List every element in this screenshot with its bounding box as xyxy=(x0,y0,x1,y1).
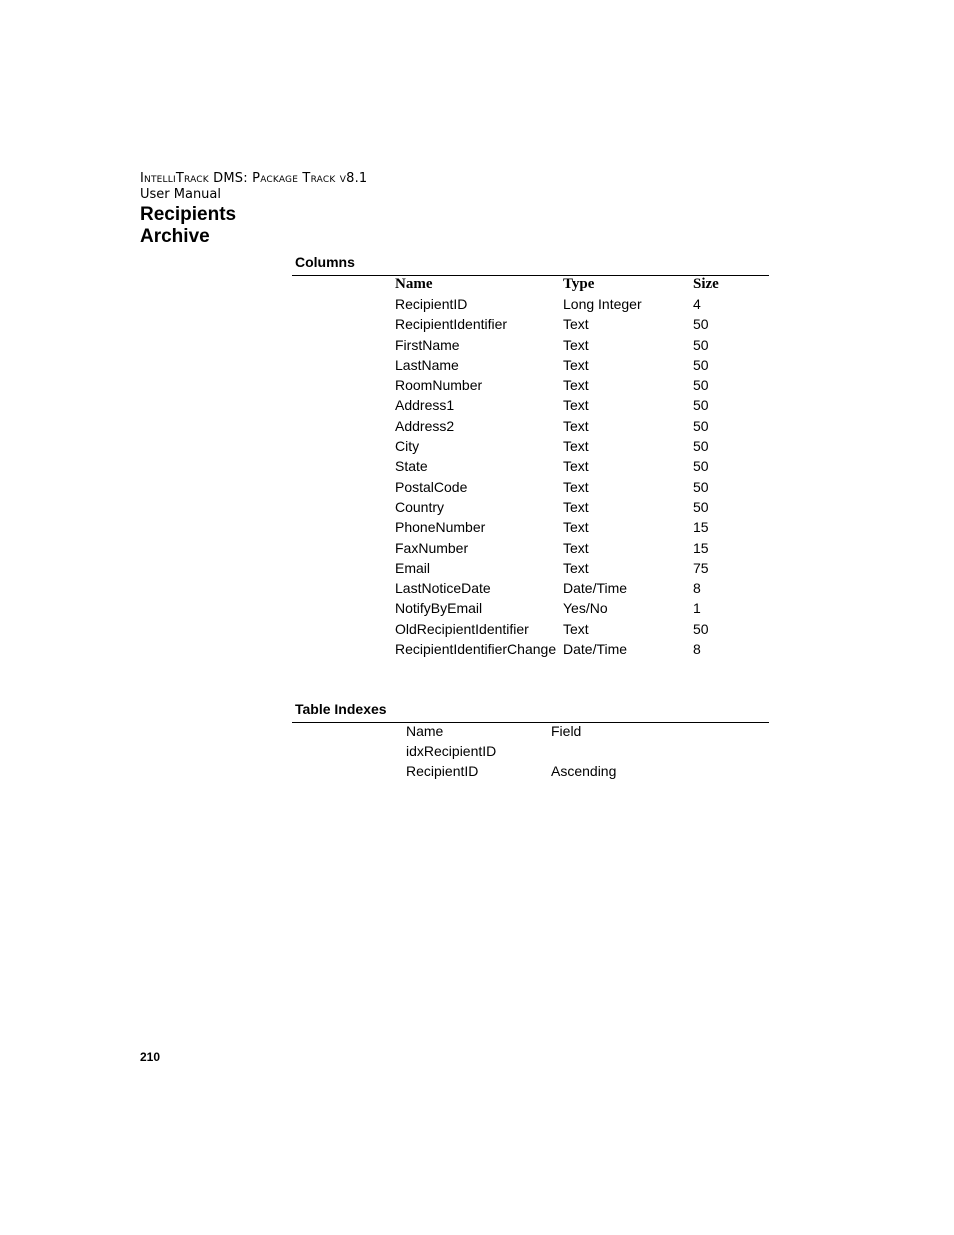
table-row xyxy=(395,395,753,415)
table-row xyxy=(395,416,753,436)
column-name-cell: Address1 xyxy=(395,397,455,414)
column-name-cell: State xyxy=(395,458,428,475)
column-size-cell: 50 xyxy=(693,498,709,515)
column-size-cell: 50 xyxy=(693,397,709,414)
column-name-cell: Email xyxy=(395,559,431,576)
column-size-cell: 15 xyxy=(693,519,709,536)
column-type-cell: Text xyxy=(563,478,589,495)
column-name-cell: Country xyxy=(395,498,445,515)
index-field-cell: Ascending xyxy=(551,763,617,779)
column-name-cell: Address2 xyxy=(395,417,455,434)
column-size-cell: 8 xyxy=(693,580,701,597)
table-row xyxy=(395,294,753,314)
column-size-cell: 75 xyxy=(693,559,709,576)
column-size-cell: 50 xyxy=(693,458,709,475)
column-type-cell: Text xyxy=(563,417,589,434)
table-row xyxy=(395,335,753,355)
column-type-cell: Text xyxy=(563,316,589,333)
column-size-cell: 50 xyxy=(693,620,709,637)
indexes-section-label: Table Indexes xyxy=(295,701,387,717)
table-row xyxy=(395,477,753,497)
page-number: 210 xyxy=(140,1050,161,1064)
column-size-cell: 50 xyxy=(693,438,709,455)
table-row xyxy=(395,538,753,558)
table-row xyxy=(395,375,753,395)
column-name-cell: RecipientID xyxy=(395,296,468,312)
column-type-cell: Text xyxy=(563,458,589,475)
index-name-cell: idxRecipientID xyxy=(406,743,497,759)
index-header-field: Field xyxy=(551,723,582,739)
indexes-table xyxy=(406,721,671,781)
index-field-cell xyxy=(551,741,671,761)
index-header-name: Name xyxy=(406,723,444,739)
column-type-cell: Text xyxy=(563,620,589,637)
table-row xyxy=(395,314,753,334)
column-header-size: Size xyxy=(693,276,719,292)
column-header-type: Type xyxy=(563,276,595,292)
page-title xyxy=(140,204,236,248)
column-name-cell: PhoneNumber xyxy=(395,519,486,536)
column-type-cell: Text xyxy=(563,539,589,556)
table-row xyxy=(406,761,671,781)
running-header xyxy=(140,170,367,203)
column-type-cell: Text xyxy=(563,438,589,455)
column-type-cell: Text xyxy=(563,519,589,536)
column-type-cell: Text xyxy=(563,377,589,394)
table-row xyxy=(395,436,753,456)
column-name-cell: NotifyByEmail xyxy=(395,600,483,617)
column-type-cell: Date/Time xyxy=(563,580,628,597)
page-title-line-2: Archive xyxy=(140,226,210,247)
column-size-cell: 4 xyxy=(693,296,701,312)
column-size-cell: 50 xyxy=(693,356,709,373)
column-name-cell: City xyxy=(395,438,420,455)
column-name-cell: RecipientIdentifier xyxy=(395,316,508,333)
column-type-cell: Text xyxy=(563,397,589,414)
columns-table xyxy=(395,274,753,659)
column-size-cell: 50 xyxy=(693,316,709,333)
table-row xyxy=(395,619,753,639)
column-type-cell: Text xyxy=(563,498,589,515)
index-name-cell: RecipientID xyxy=(406,763,479,779)
column-size-cell: 50 xyxy=(693,417,709,434)
column-type-cell: Date/Time xyxy=(563,641,628,658)
column-name-cell: OldRecipientIdentifier xyxy=(395,620,529,637)
page-title-line-1: Recipients xyxy=(140,204,237,225)
column-size-cell: 15 xyxy=(693,539,709,556)
manual-subtitle: User Manual xyxy=(140,187,222,202)
column-size-cell: 50 xyxy=(693,478,709,495)
column-name-cell: RecipientIdentifierChange xyxy=(395,641,557,658)
product-title: IntelliTrack DMS: Package Track v8.1 xyxy=(140,171,368,186)
column-size-cell: 50 xyxy=(693,377,709,394)
column-name-cell: RoomNumber xyxy=(395,377,483,394)
columns-header-row xyxy=(395,274,753,294)
column-name-cell: PostalCode xyxy=(395,478,468,495)
table-row xyxy=(406,741,671,761)
table-row xyxy=(395,578,753,598)
column-type-cell: Text xyxy=(563,559,589,576)
columns-section-label: Columns xyxy=(295,254,355,270)
column-size-cell: 1 xyxy=(693,600,701,617)
column-name-cell: LastName xyxy=(395,356,459,373)
table-row xyxy=(395,355,753,375)
column-type-cell: Yes/No xyxy=(563,600,608,617)
table-row xyxy=(395,639,753,659)
column-name-cell: FirstName xyxy=(395,336,460,353)
table-row xyxy=(395,456,753,476)
column-type-cell: Long Integer xyxy=(563,296,642,312)
table-row xyxy=(395,558,753,578)
table-row xyxy=(395,517,753,537)
column-size-cell: 50 xyxy=(693,336,709,353)
column-header-name: Name xyxy=(395,276,433,292)
column-size-cell: 8 xyxy=(693,641,701,658)
table-row xyxy=(395,497,753,517)
column-type-cell: Text xyxy=(563,336,589,353)
table-row xyxy=(395,598,753,618)
column-type-cell: Text xyxy=(563,356,589,373)
indexes-header-row xyxy=(406,721,671,741)
column-name-cell: FaxNumber xyxy=(395,539,469,556)
column-name-cell: LastNoticeDate xyxy=(395,580,491,597)
